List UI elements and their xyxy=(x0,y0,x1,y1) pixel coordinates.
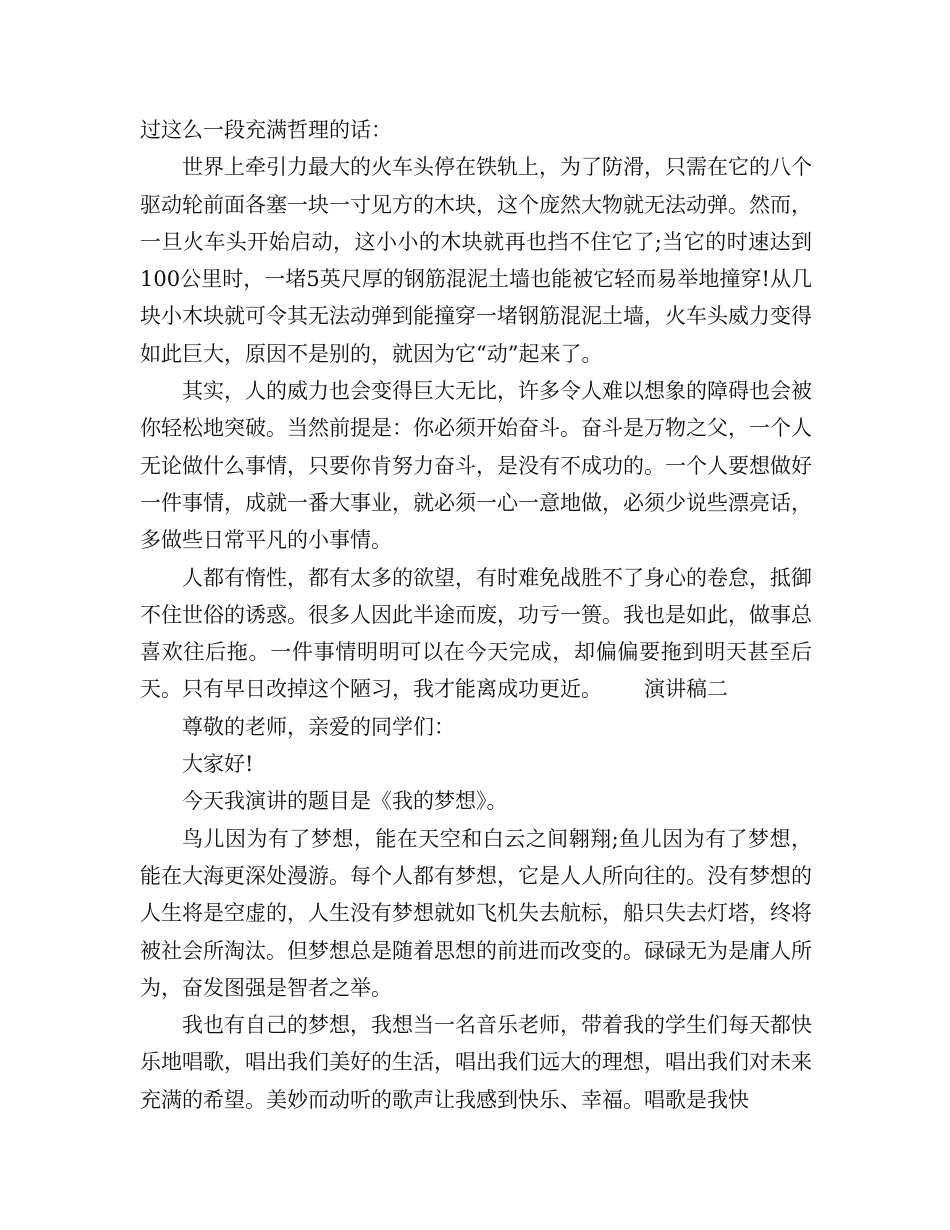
paragraph-power: 其实，人的威力也会变得巨大无比，许多令人难以想象的障碍也会被你轻松地突破。当然前提是：你必须开始奋斗。奋斗是万物之父，一个人无论做什么事情，只要你肯努力奋斗，是没有不成功的。一个人要想做好一件事情，成就一番大事业，就必须一心一意地做，必须少说些漂亮话，多做些日常平凡的小事情。 xyxy=(140,379,812,553)
paragraph-topic: 今天我演讲的题目是《我的梦想》。 xyxy=(182,789,508,814)
paragraph-laziness-text: 人都有惰性，都有太多的欲望，有时难免战胜不了身心的卷怠，抵御不住世俗的诱惑。很多人因此半途而废，功亏一篑。我也是如此，做事总喜欢往后拖。一件事情明明可以在今天完成，却偏偏要拖到明天甚至后天。只有早日改掉这个陋习，我才能离成功更近。 xyxy=(140,565,812,702)
document-body xyxy=(140,112,812,1119)
paragraph-intro: 过这么一段充满哲理的话： xyxy=(140,118,392,142)
paragraph-greeting: 大家好! xyxy=(182,752,254,777)
paragraph-salutation: 尊敬的老师，亲爱的同学们： xyxy=(182,714,455,739)
paragraph-dream: 鸟儿因为有了梦想，能在天空和白云之间翱翔;鱼儿因为有了梦想，能在大海更深处漫游。每个人都有梦想，它是人人所向往的。没有梦想的人生将是空虚的，人生没有梦想就如飞机失去航标，船只失去灯塔，终将被社会所淘汰。但梦想总是随着思想的前进而改变的。碌碌无为是庸人所为，奋发图强是智者之举。 xyxy=(140,826,812,1000)
paragraph-laziness xyxy=(140,560,812,709)
paragraph-train: 世界上牵引力最大的火车头停在铁轨上，为了防滑，只需在它的八个驱动轮前面各塞一块一寸见方的木块，这个庞然大物就无法动弹。然而，一旦火车头开始启动，这小小的木块就再也挡不住它了;当它的时速达到100公里时，一堵5英尺厚的钢筋混泥土墙也能被它轻而易举地撞穿!从几块小木块就可令其无法动弹到能撞穿一堵钢筋混泥土墙，火车头威力变得如此巨大，原因不是别的，就因为它“动”起来了。 xyxy=(140,155,812,366)
paragraph-music: 我也有自己的梦想，我想当一名音乐老师，带着我的学生们每天都快乐地唱歌，唱出我们美好的生活，唱出我们远大的理想，唱出我们对未来充满的希望。美妙而动听的歌声让我感到快乐、幸福。唱歌是我快 xyxy=(140,1013,812,1112)
section-title: 演讲稿二 xyxy=(644,677,728,702)
